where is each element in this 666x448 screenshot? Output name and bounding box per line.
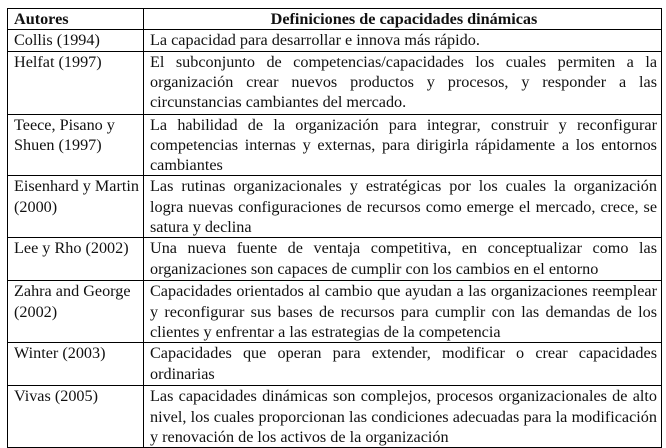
definition-cell: El subconjunto de competencias/capacidades los cuales permiten a la organización crear nuevos productos y procesos, y responder a las circunstancias cambiantes del mercado. <box>144 51 662 114</box>
table-row <box>8 176 662 238</box>
author-cell: Teece, Pisano y Shuen (1997) <box>8 114 144 176</box>
definition-cell: Capacidades que operan para extender, modificar o crear capacidades ordinarias <box>144 343 662 386</box>
author-cell: Zahra and George (2002) <box>8 281 144 343</box>
table-header-row <box>8 9 662 30</box>
definition-cell: Las rutinas organizacionales y estratégicas por los cuales la organización logra nuevas configuraciones de recursos como emerge el mercado, crece, se satura y declina <box>144 176 662 238</box>
table-row <box>8 386 662 448</box>
author-cell: Collis (1994) <box>8 30 144 51</box>
header-definitions: Definiciones de capacidades dinámicas <box>144 9 662 30</box>
definition-cell: Una nueva fuente de ventaja competitiva, en conceptualizar como las organizaciones son capaces de cumplir con los cambios en el entorno <box>144 238 662 281</box>
author-cell: Lee y Rho (2002) <box>8 238 144 281</box>
author-cell: Helfat (1997) <box>8 51 144 114</box>
table-row <box>8 343 662 386</box>
table-row <box>8 51 662 114</box>
header-authors: Autores <box>8 9 144 30</box>
author-cell: Eisenhard y Martin (2000) <box>8 176 144 238</box>
definition-cell: La capacidad para desarrollar e innova más rápido. <box>144 30 662 51</box>
table-row <box>8 238 662 281</box>
author-cell: Winter (2003) <box>8 343 144 386</box>
table-row <box>8 281 662 343</box>
definition-cell: La habilidad de la organización para integrar, construir y reconfigurar competencias internas y externas, para dirigirla rápidamente a los entornos cambiantes <box>144 114 662 176</box>
table-row <box>8 30 662 51</box>
table-row <box>8 114 662 176</box>
definition-cell: Capacidades orientados al cambio que ayudan a las organizaciones reemplear y reconfigurar sus bases de recursos para cumplir con las demandas de los clientes y enfrentar a las estrategias de la competencia <box>144 281 662 343</box>
author-cell: Vivas (2005) <box>8 386 144 448</box>
definition-cell: Las capacidades dinámicas son complejos, procesos organizacionales de alto nivel, los cuales proporcionan las condiciones adecuadas para la modificación y renovación de los activos de la organización <box>144 386 662 448</box>
dynamic-capabilities-table <box>7 8 662 448</box>
